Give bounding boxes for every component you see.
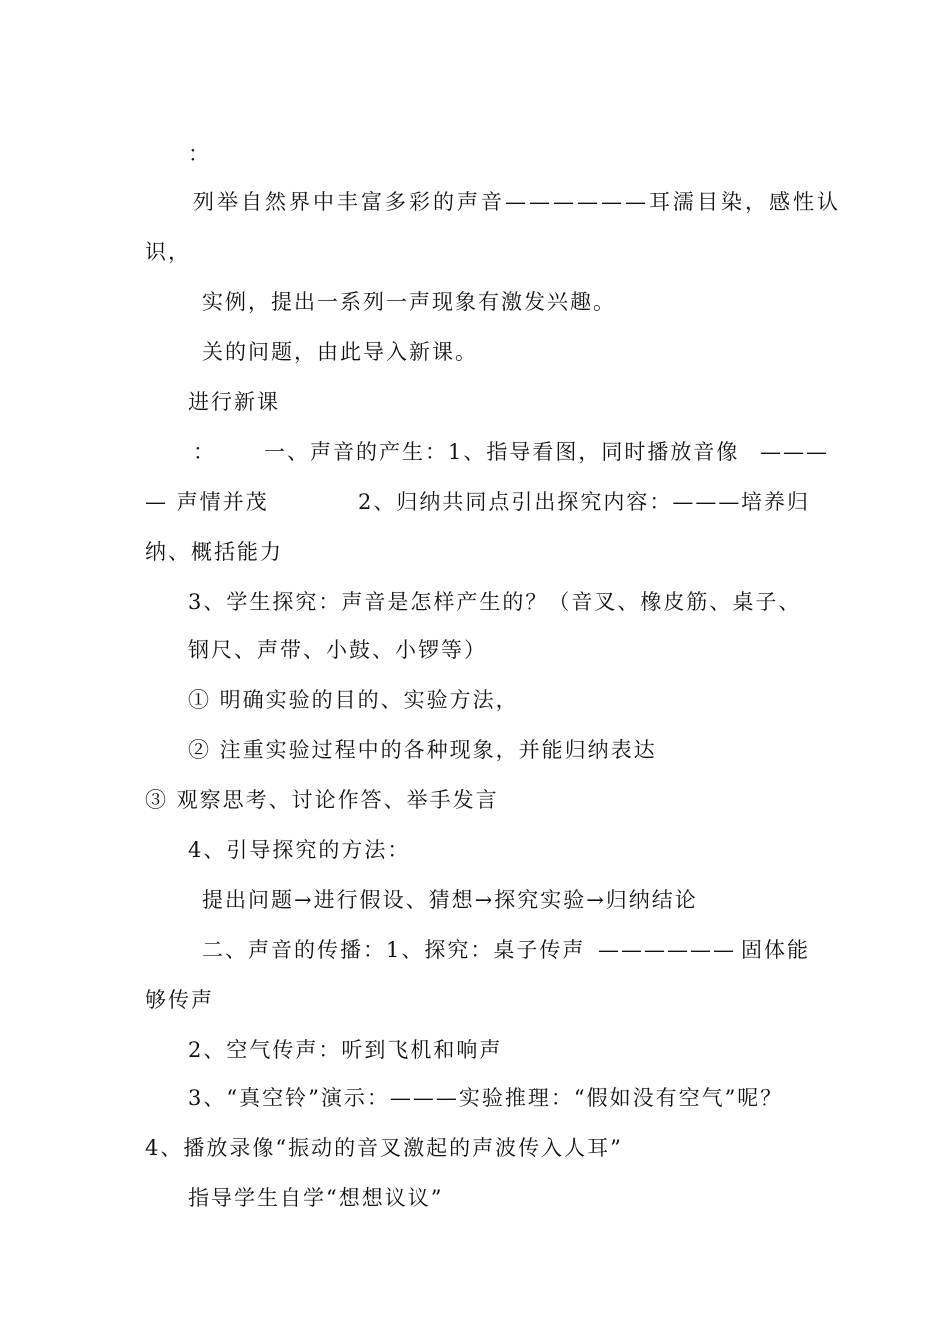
list-item: ① 明确实验的目的、实验方法， (188, 688, 519, 712)
text-line: 2、空气传声：听到飞机和响声 (188, 1038, 503, 1062)
text-line: ： (188, 142, 211, 166)
text-line: 二、声音的传播：1、探究：桌子传声 (202, 938, 586, 962)
text-line: 够传声 (145, 988, 214, 1012)
section-heading: 进行新课 (188, 390, 280, 414)
text-line: 实例，提出一系列一声现象有激发兴趣。 (202, 290, 616, 314)
text-line: 4、引导探究的方法： (188, 838, 411, 862)
text-line: 4、播放录像“振动的音叉激起的声波传入人耳” (145, 1136, 623, 1160)
text-line: 关的问题，由此导入新课。 (202, 340, 478, 364)
list-item: ② 注重实验过程中的各种现象，并能归纳表达 (188, 738, 657, 762)
text-line: 识， (145, 240, 191, 264)
text-line: —————— (598, 938, 736, 962)
text-line: 2、归纳共同点引出探究内容：——— (358, 490, 742, 514)
text-line: 提出问题→进行假设、猜想→探究实验→归纳结论 (202, 888, 698, 912)
text-line: 3、学生探究：声音是怎样产生的？（音叉、橡皮筋、桌子、 (188, 590, 802, 614)
text-line: 培养归 (741, 490, 810, 514)
text-line: 钢尺、声带、小鼓、小锣等） (188, 638, 487, 662)
text-line: 3、“真空铃”演示：———实验推理：“假如没有空气”呢？ (188, 1086, 784, 1110)
text-line: ——— (760, 440, 829, 464)
text-line: 列举自然界中丰富多彩的声音——————耳濡目染，感性认 (193, 190, 841, 214)
text-line: 纳、概括能力 (145, 540, 283, 564)
text-line: 固体能 (741, 938, 810, 962)
text-line: — 声情并茂 (145, 490, 269, 514)
text-line: 指导学生自学“想想议议” (188, 1186, 444, 1210)
list-item: ③ 观察思考、讨论作答、举手发言 (145, 788, 499, 812)
text-line: ： (193, 440, 216, 464)
text-line: 一、声音的产生：1、指导看图，同时播放音像 (264, 440, 740, 464)
